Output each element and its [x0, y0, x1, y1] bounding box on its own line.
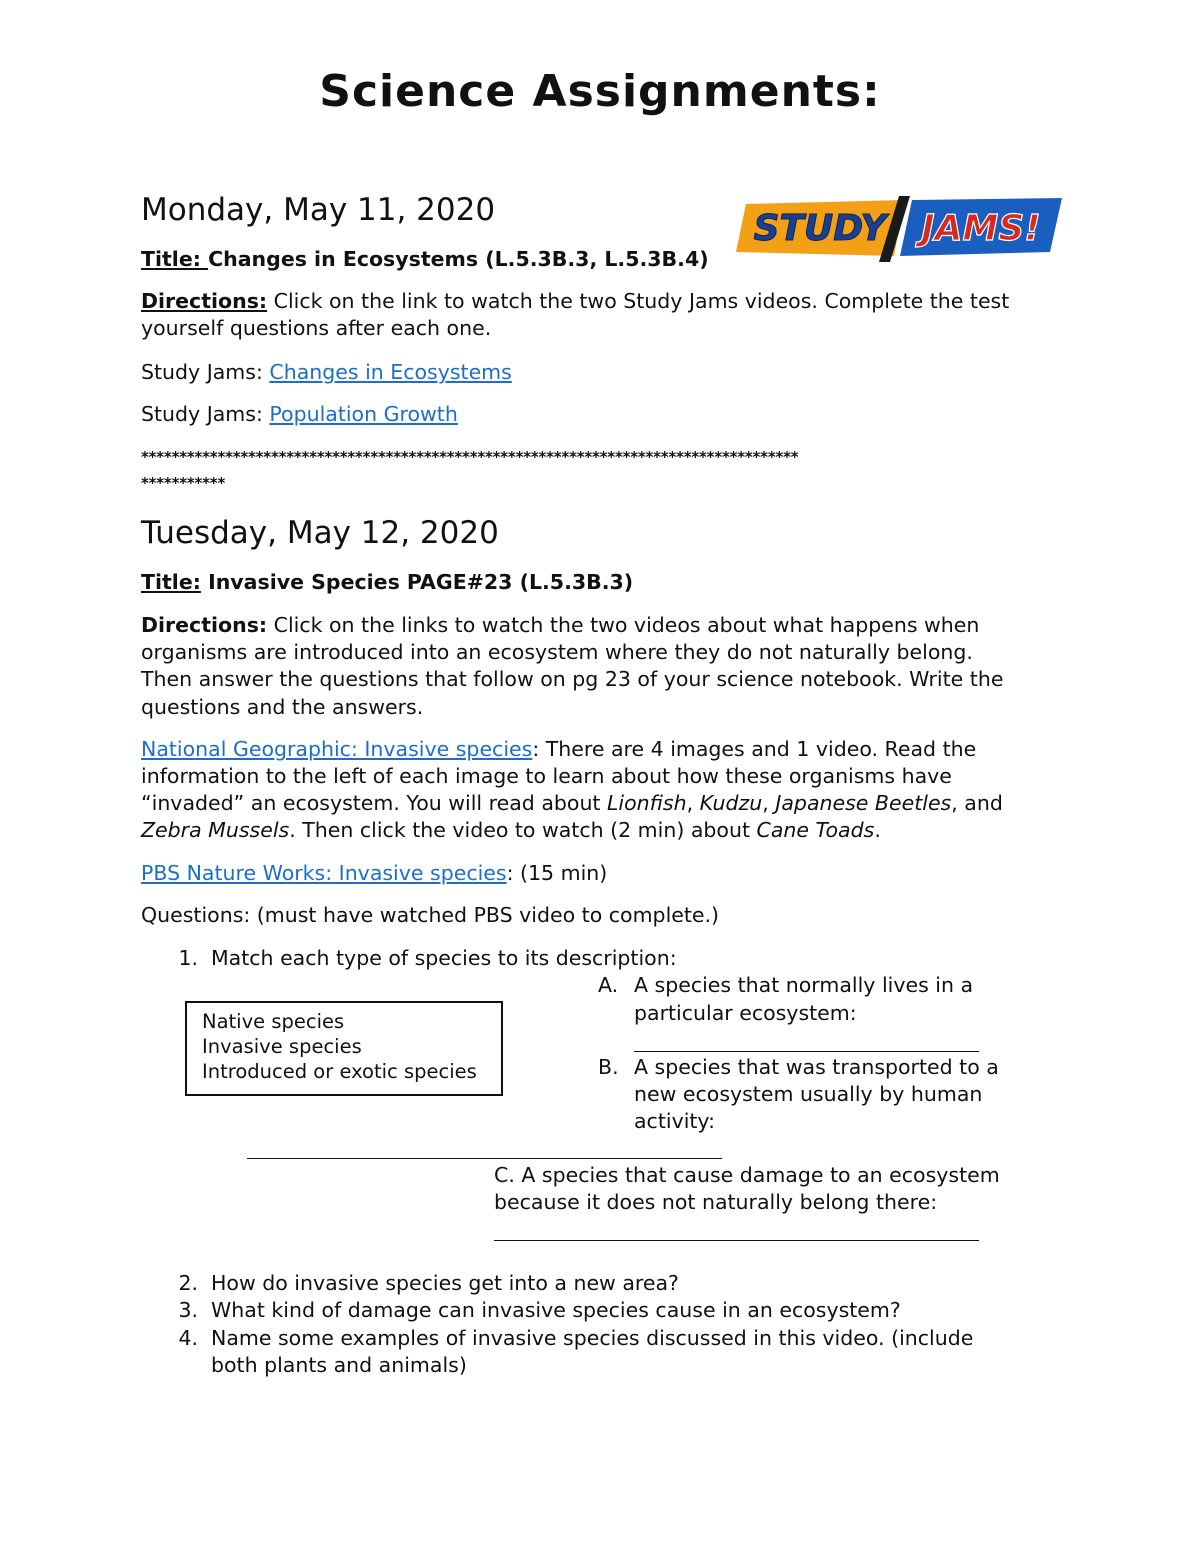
tuesday-directions-line3: Then answer the questions that follow on pg 23 of your science notebook. Write the: [141, 667, 1004, 691]
term-introduced-species: Introduced or exotic species: [202, 1060, 477, 1083]
cane-toads-text: Cane Toads: [756, 818, 875, 842]
option-b-label: B.: [598, 1055, 619, 1079]
changes-in-ecosystems-link[interactable]: Changes in Ecosystems: [269, 360, 512, 384]
lionfish-text: Lionfish: [607, 791, 687, 815]
tuesday-directions-line2: organisms are introduced into an ecosystem where they do not naturally belong.: [141, 640, 973, 664]
monday-title-label: Title:: [141, 247, 209, 271]
answer-blank-a[interactable]: [634, 1051, 979, 1052]
document-title: Science Assignments:: [319, 66, 881, 117]
kudzu-text: Kudzu: [699, 791, 763, 815]
term-invasive-species: Invasive species: [202, 1035, 362, 1058]
natgeo-line1: [141, 736, 976, 763]
separator-stars-line1: **************************************************************************************: [141, 448, 799, 466]
option-a-label: A.: [598, 973, 619, 997]
natgeo-line1-text: : There are 4 images and 1 video. Read the: [532, 737, 977, 761]
monday-date-heading: Monday, May 11, 2020: [141, 192, 496, 228]
tuesday-directions-line4: questions and the answers.: [141, 695, 424, 719]
monday-directions-line1: [141, 288, 1009, 315]
comma-1: ,: [686, 791, 700, 815]
q4-line2: both plants and animals): [211, 1353, 467, 1377]
population-growth-link[interactable]: Population Growth: [269, 402, 458, 426]
zebra-mussels-text: Zebra Mussels: [141, 818, 290, 842]
natgeo-line4: [141, 817, 881, 844]
monday-title-text: Changes in Ecosystems (L.5.3B.3, L.5.3B.4): [208, 247, 709, 271]
monday-link1-line: [141, 359, 512, 386]
answer-blank-c[interactable]: [494, 1240, 979, 1241]
option-c-line1: C. A species that cause damage to an ecosystem: [494, 1163, 1000, 1187]
monday-directions-text: Click on the link to watch the two Study Jams videos. Complete the test: [267, 289, 1010, 313]
logo-text-study: STUDY: [753, 208, 887, 249]
natgeo-line2: information to the left of each image to learn about how these organisms have: [141, 764, 952, 788]
tuesday-title-line: [141, 569, 633, 596]
pbs-duration-text: : (15 min): [506, 861, 608, 885]
q2-text: How do invasive species get into a new area?: [211, 1271, 679, 1295]
separator-stars-line2: ***********: [141, 474, 226, 492]
monday-directions-label: Directions:: [141, 289, 268, 313]
study-jams-logo: [734, 194, 1064, 264]
tuesday-directions-label: Directions:: [141, 613, 268, 637]
q3-number: 3.: [178, 1298, 198, 1322]
tuesday-date-heading: Tuesday, May 12, 2020: [141, 515, 499, 551]
tuesday-directions-text: Click on the links to watch the two videos about what happens when: [267, 613, 980, 637]
natgeo-invasive-species-link[interactable]: National Geographic: Invasive species: [141, 737, 533, 761]
questions-intro: Questions: (must have watched PBS video to complete.): [141, 903, 720, 927]
option-a-line2: particular ecosystem:: [634, 1001, 857, 1025]
tuesday-title-label: Title:: [141, 570, 201, 594]
japanese-beetles-text: Japanese Beetles: [775, 791, 952, 815]
natgeo-line4-text: . Then click the video to watch (2 min) about: [289, 818, 757, 842]
logo-text-jams: JAMS!: [921, 208, 1041, 249]
option-a-line1: A species that normally lives in a: [634, 973, 974, 997]
q1-number: 1.: [178, 946, 198, 970]
comma-2: ,: [762, 791, 776, 815]
answer-blank-b[interactable]: [247, 1158, 722, 1159]
option-b-line3: activity:: [634, 1109, 715, 1133]
tuesday-title-text: Invasive Species PAGE#23 (L.5.3B.3): [200, 570, 634, 594]
pbs-line: [141, 860, 607, 887]
tuesday-directions-line1: [141, 612, 979, 639]
q3-text: What kind of damage can invasive species cause in an ecosystem?: [211, 1298, 901, 1322]
natgeo-line3-text: “invaded” an ecosystem. You will read about: [141, 791, 607, 815]
link1-prefix: Study Jams:: [141, 360, 270, 384]
term-native-species: Native species: [202, 1010, 345, 1033]
q4-line1: Name some examples of invasive species discussed in this video. (include: [211, 1326, 974, 1350]
monday-directions-line2: yourself questions after each one.: [141, 316, 492, 340]
monday-title-line: [141, 246, 709, 273]
pbs-invasive-species-link[interactable]: PBS Nature Works: Invasive species: [141, 861, 507, 885]
q1-text: Match each type of species to its description:: [211, 946, 677, 970]
q4-number: 4.: [178, 1326, 198, 1350]
q2-number: 2.: [178, 1271, 198, 1295]
monday-link2-line: [141, 401, 458, 428]
option-c-line2: because it does not naturally belong there:: [494, 1190, 938, 1214]
natgeo-line3: [141, 790, 1003, 817]
species-terms-box: [185, 1001, 503, 1096]
and-text: , and: [951, 791, 1003, 815]
option-b-line1: A species that was transported to a: [634, 1055, 999, 1079]
option-b-line2: new ecosystem usually by human: [634, 1082, 983, 1106]
period: .: [874, 818, 881, 842]
link2-prefix: Study Jams:: [141, 402, 270, 426]
